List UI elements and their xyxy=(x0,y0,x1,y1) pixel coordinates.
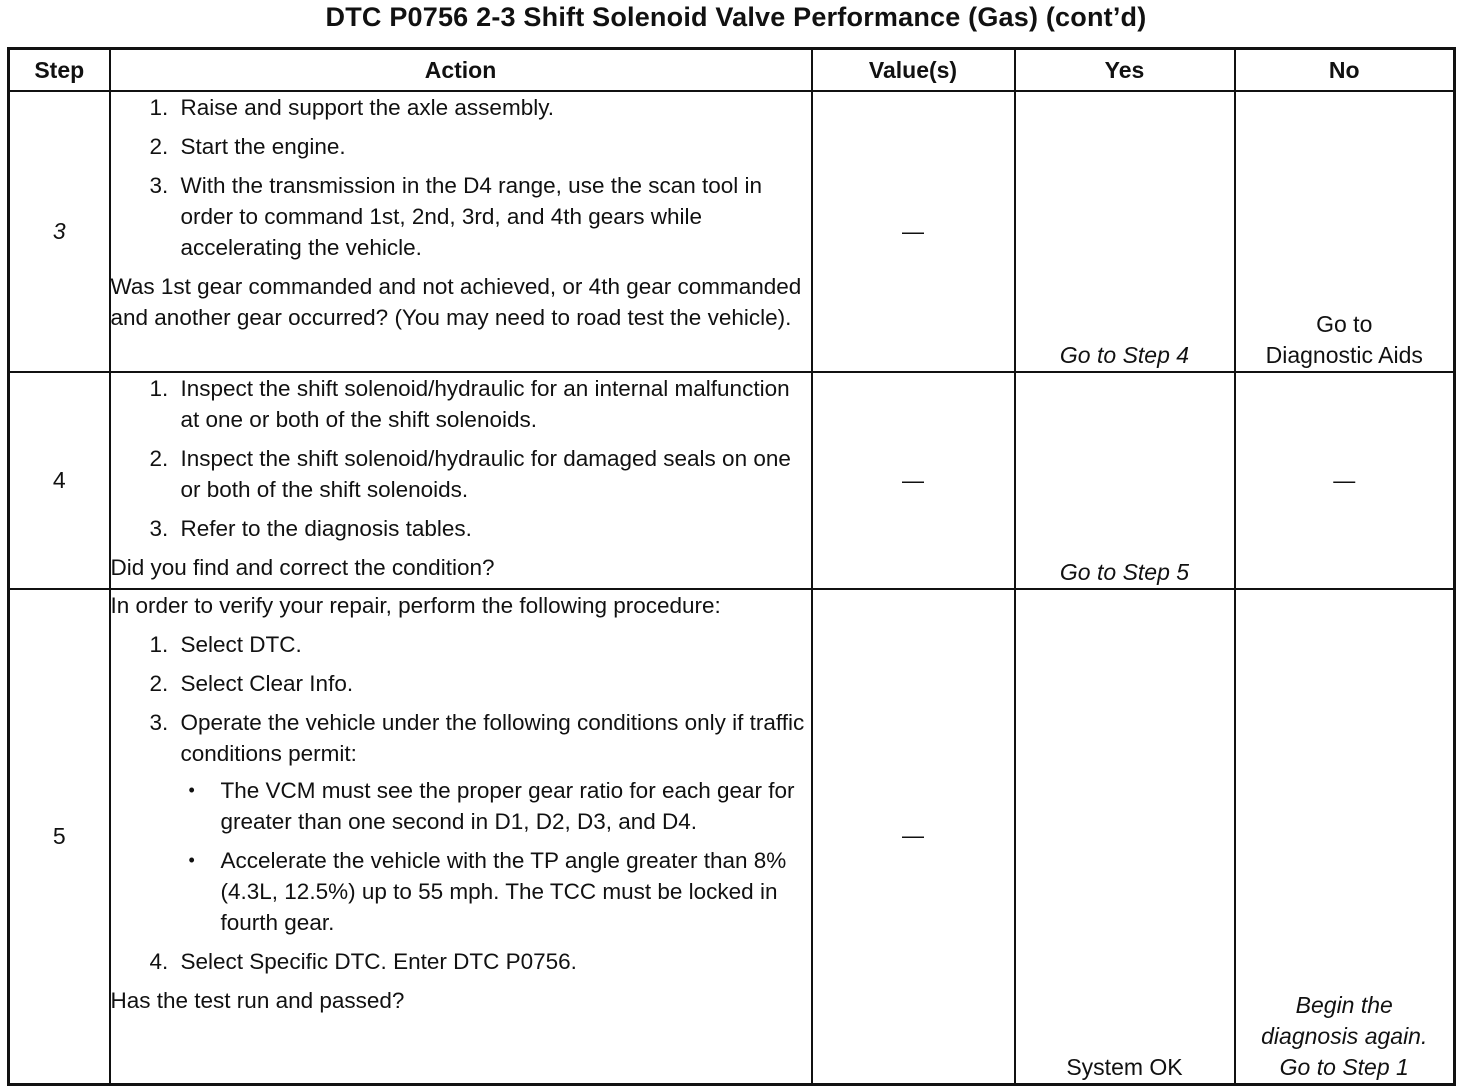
no-text-line: Go to Step 1 xyxy=(1279,1053,1409,1080)
list-item: 2. Select Clear Info. xyxy=(175,668,811,699)
no-cell: — xyxy=(1235,372,1455,589)
procedure-list xyxy=(111,629,811,977)
list-item: 1. Select DTC. xyxy=(175,629,811,660)
page-title: DTC P0756 2-3 Shift Solenoid Valve Performance (Gas) (cont’d) xyxy=(325,2,1147,32)
list-item: 2. Start the engine. xyxy=(175,131,811,162)
list-item: 1. Inspect the shift solenoid/hydraulic for an internal malfunction at one or both of the shift solenoids. xyxy=(175,373,811,435)
question-text: Did you find and correct the condition? xyxy=(110,555,495,580)
table-header-row xyxy=(9,49,1455,92)
step-number: 4 xyxy=(9,372,110,589)
procedure-list xyxy=(111,373,811,544)
header-no: No xyxy=(1235,49,1455,92)
step-number: 3 xyxy=(9,91,110,372)
condition-bullets xyxy=(181,775,811,938)
value-cell: — xyxy=(812,372,1015,589)
procedure-list xyxy=(111,92,811,263)
intro-text: In order to verify your repair, perform the following procedure: xyxy=(110,593,721,618)
bullet-item: • The VCM must see the proper gear ratio for each gear for greater than one second in D1, D2, D3, and D4. xyxy=(215,775,811,837)
list-item: 3. With the transmission in the D4 range, use the scan tool in order to command 1st, 2nd, 3rd, and 4th gears while accelerating the vehicle. xyxy=(175,170,811,263)
header-action: Action xyxy=(110,49,812,92)
no-cell xyxy=(1235,91,1455,372)
table-row-step-4 xyxy=(9,372,1455,589)
table-row-step-5 xyxy=(9,589,1455,1084)
question-text: Was 1st gear commanded and not achieved, or 4th gear commanded and another gear occurred? (You may need to road test the vehicle). xyxy=(110,274,802,330)
no-text-line: Diagnostic Aids xyxy=(1265,342,1423,368)
table-row-step-3 xyxy=(9,91,1455,372)
bullet-item: • Accelerate the vehicle with the TP angle greater than 8% (4.3L, 12.5%) up to 55 mph. The TCC must be locked in fourth gear. xyxy=(215,845,811,938)
action-cell xyxy=(110,589,812,1084)
no-text-line: Begin the xyxy=(1295,991,1393,1018)
header-yes: Yes xyxy=(1015,49,1235,92)
yes-cell: Go to Step 5 xyxy=(1015,372,1235,589)
header-step: Step xyxy=(9,49,110,92)
yes-cell: System OK xyxy=(1015,589,1235,1084)
list-item-text: Operate the vehicle under the following conditions only if traffic conditions permit: xyxy=(180,710,805,766)
list-item: 1. Raise and support the axle assembly. xyxy=(175,92,811,123)
list-item: 2. Inspect the shift solenoid/hydraulic for damaged seals on one or both of the shift solenoids. xyxy=(175,443,811,505)
diagnostic-table xyxy=(7,47,1456,1086)
no-text-line: diagnosis again. xyxy=(1261,1022,1428,1049)
header-values: Value(s) xyxy=(812,49,1015,92)
question-text: Has the test run and passed? xyxy=(110,988,405,1013)
yes-cell: Go to Step 4 xyxy=(1015,91,1235,372)
list-item: 3. Refer to the diagnosis tables. xyxy=(175,513,811,544)
no-cell xyxy=(1235,589,1455,1084)
list-item: 4. Select Specific DTC. Enter DTC P0756. xyxy=(175,946,811,977)
action-cell xyxy=(110,91,812,372)
value-cell: — xyxy=(812,91,1015,372)
no-text-line: Go to xyxy=(1316,311,1373,337)
step-number: 5 xyxy=(9,589,110,1084)
value-cell: — xyxy=(812,589,1015,1084)
action-cell xyxy=(110,372,812,589)
list-item xyxy=(175,707,811,938)
